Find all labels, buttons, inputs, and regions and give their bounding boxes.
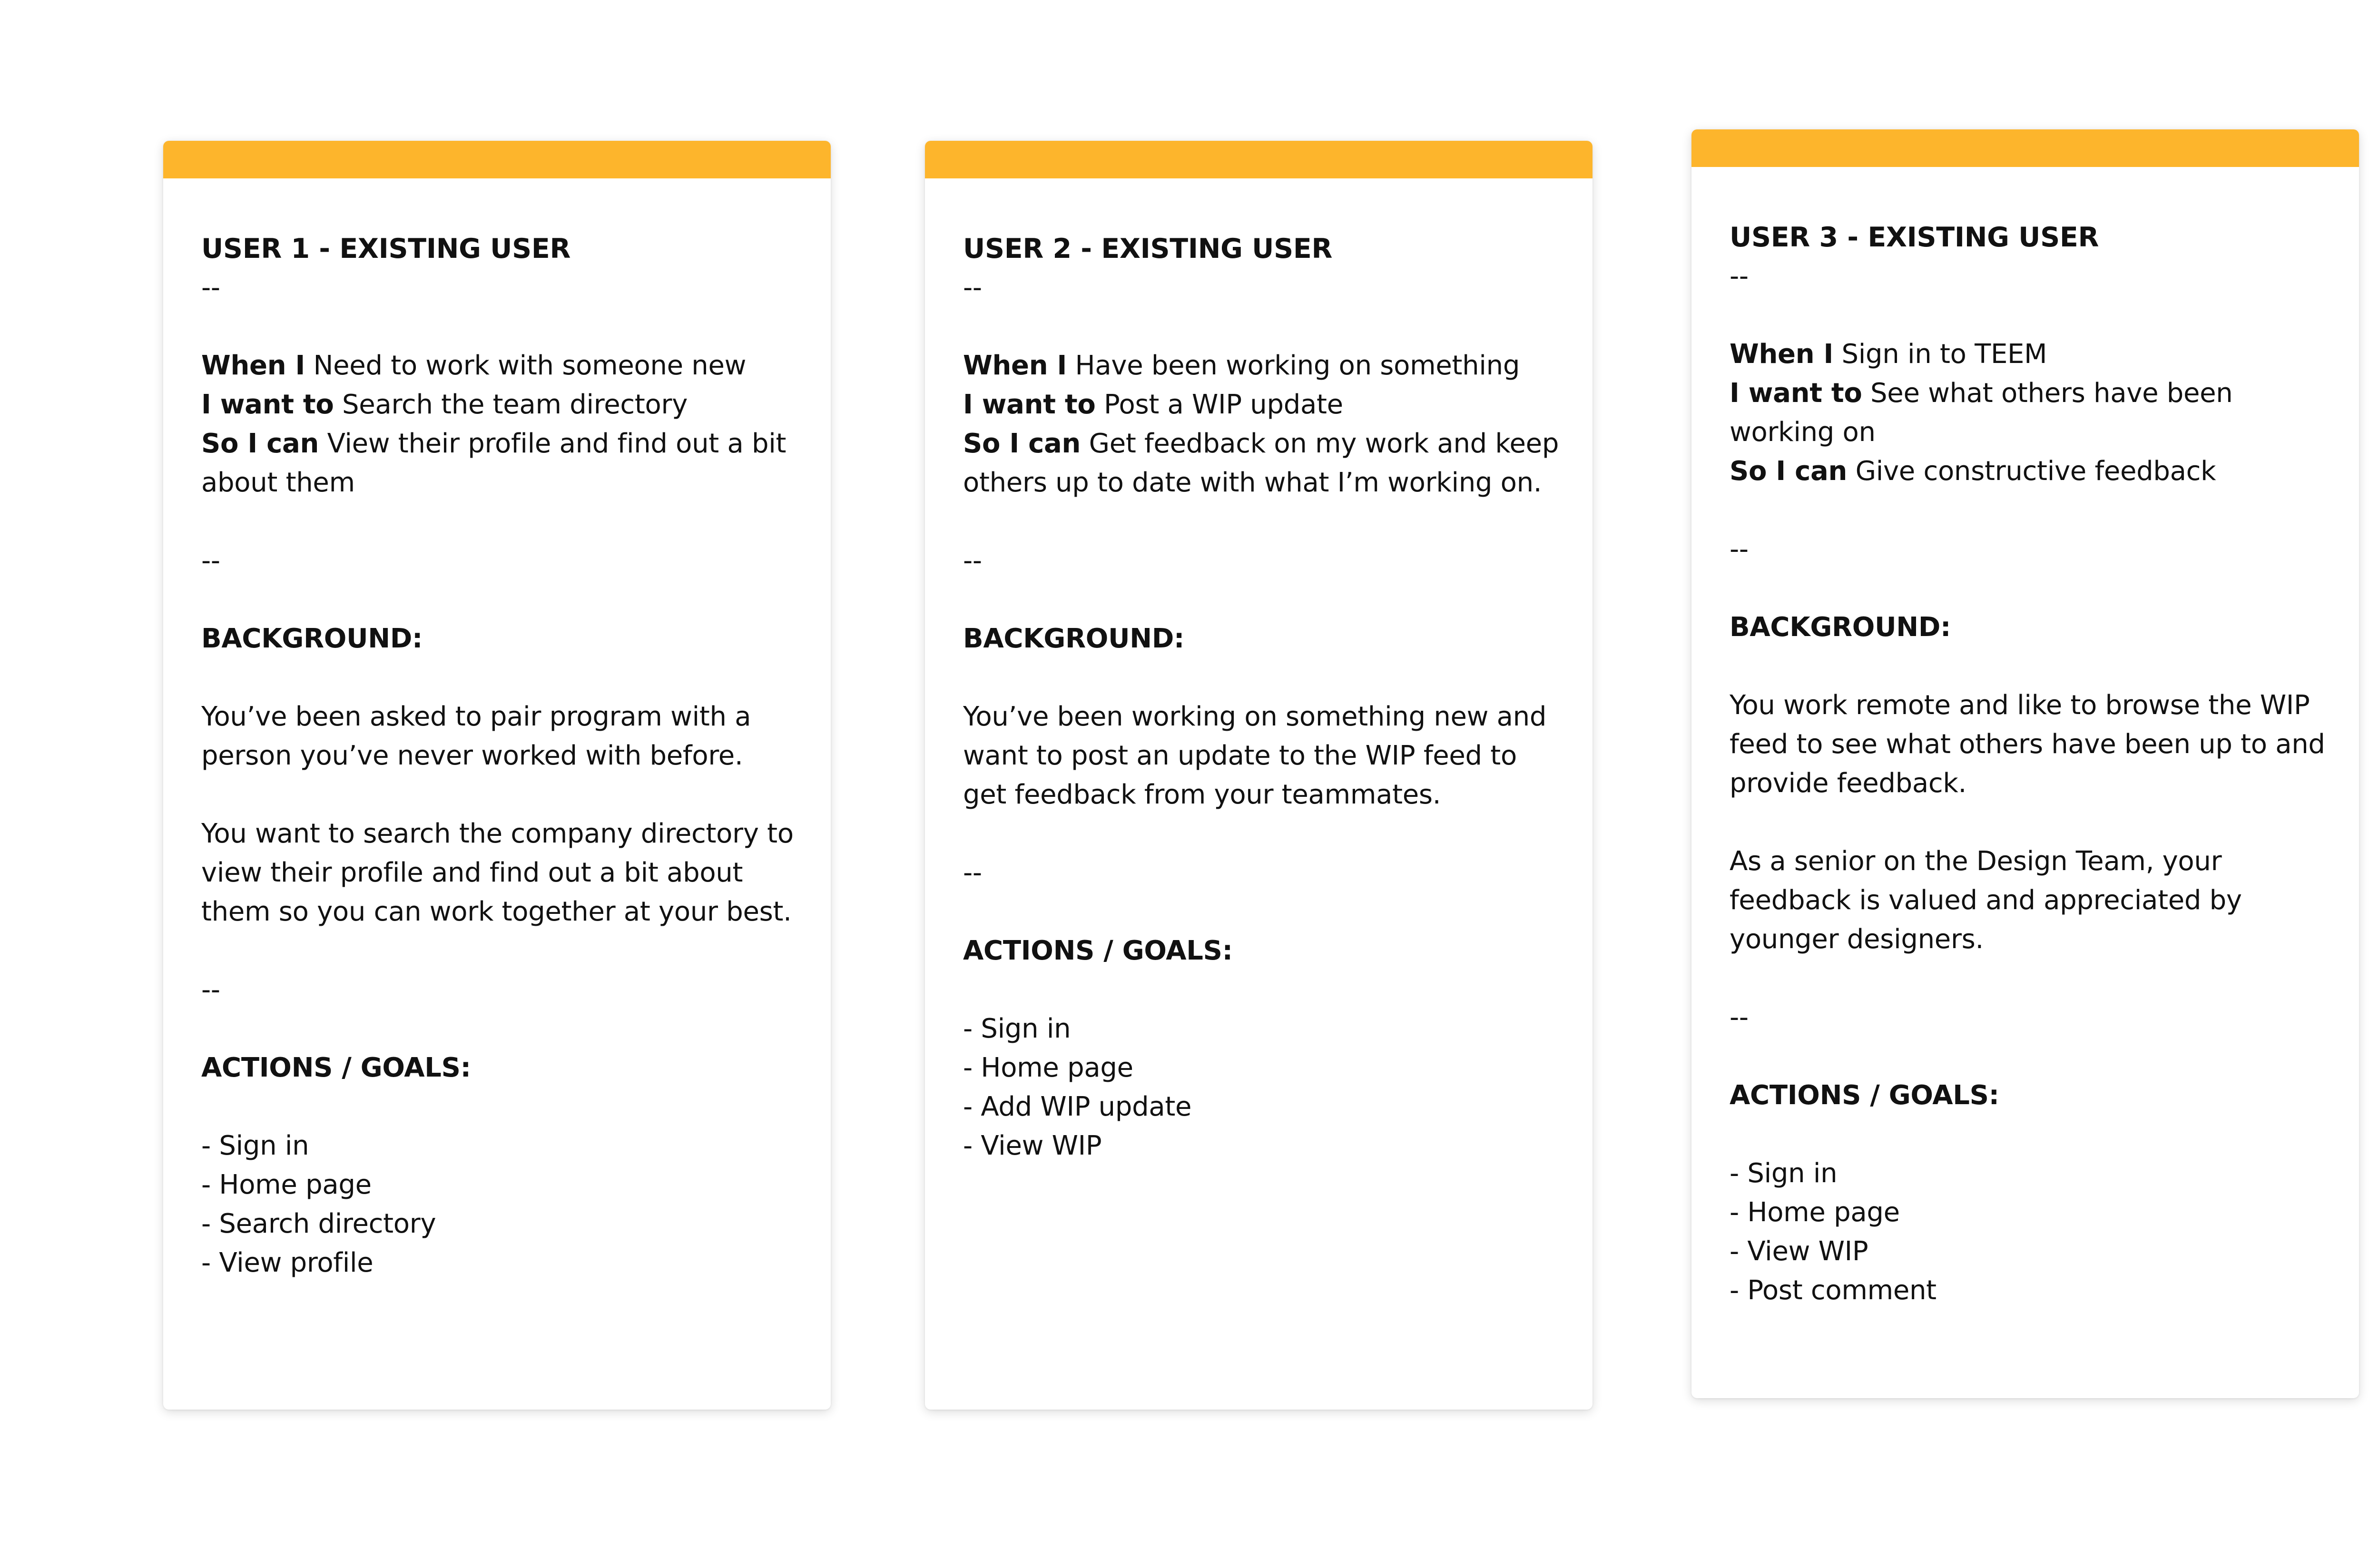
actions-heading: ACTIONS / GOALS: bbox=[963, 935, 1233, 966]
separator: -- bbox=[963, 545, 982, 576]
paragraph-line: You’ve been working on something new and bbox=[963, 701, 1547, 732]
story-when bbox=[963, 346, 1554, 385]
story-want bbox=[963, 385, 1554, 424]
story-when-label: When I bbox=[963, 350, 1067, 381]
paragraph-line: person you’ve never worked with before. bbox=[201, 740, 743, 771]
paragraph-line: provide feedback. bbox=[1730, 768, 1967, 799]
story-want-text: Post a WIP update bbox=[1104, 389, 1343, 420]
paragraph-line: younger designers. bbox=[1730, 924, 1984, 955]
separator: -- bbox=[963, 272, 982, 303]
background-paragraph bbox=[1730, 842, 2321, 959]
user-story-card-2 bbox=[925, 141, 1593, 1410]
background-heading: BACKGROUND: bbox=[1730, 612, 1951, 643]
action-item: - View profile bbox=[201, 1247, 374, 1278]
background-heading: BACKGROUND: bbox=[201, 623, 423, 654]
story-when-text: Need to work with someone new bbox=[313, 350, 747, 381]
paragraph-line: want to post an update to the WIP feed to bbox=[963, 740, 1517, 771]
story-so-label: So I can bbox=[201, 428, 319, 459]
card-accent-bar bbox=[163, 141, 831, 178]
card-title: USER 3 - EXISTING USER bbox=[1730, 222, 2099, 253]
story-want-text-cont: working on bbox=[1730, 417, 1876, 448]
action-item: - Home page bbox=[1730, 1197, 1900, 1228]
card-title: USER 1 - EXISTING USER bbox=[201, 233, 571, 265]
actions-heading: ACTIONS / GOALS: bbox=[1730, 1080, 1999, 1111]
action-item: - Add WIP update bbox=[963, 1091, 1192, 1122]
story-want-text: Search the team directory bbox=[342, 389, 688, 420]
action-item: - View WIP bbox=[963, 1130, 1102, 1161]
story-when-label: When I bbox=[201, 350, 305, 381]
story-want-text: See what others have been bbox=[1870, 378, 2233, 409]
story-so-text: View their profile and find out a bit bbox=[327, 428, 786, 459]
separator: -- bbox=[201, 974, 220, 1005]
separator: -- bbox=[963, 857, 982, 888]
separator: -- bbox=[1730, 534, 1749, 565]
card-body bbox=[163, 229, 831, 1283]
paragraph-line: feedback is valued and appreciated by bbox=[1730, 885, 2242, 916]
separator: -- bbox=[201, 272, 220, 303]
story-want-label: I want to bbox=[1730, 378, 1862, 409]
story-want-label: I want to bbox=[201, 389, 334, 420]
background-paragraph bbox=[1730, 686, 2325, 803]
story-want-label: I want to bbox=[963, 389, 1096, 420]
paragraph-line: view their profile and find out a bit about bbox=[201, 857, 743, 888]
card-accent-bar bbox=[925, 141, 1593, 178]
story-when-text: Sign in to TEEM bbox=[1841, 339, 2047, 370]
background-paragraph bbox=[201, 697, 793, 775]
card-title: USER 2 - EXISTING USER bbox=[963, 233, 1333, 265]
action-item: - Sign in bbox=[1730, 1158, 1838, 1189]
story-so-text: Give constructive feedback bbox=[1855, 456, 2216, 487]
card-body bbox=[1691, 218, 2359, 1310]
action-item: - Sign in bbox=[201, 1130, 309, 1161]
actions-list bbox=[201, 1127, 793, 1283]
separator: -- bbox=[1730, 261, 1749, 292]
story-so-label: So I can bbox=[1730, 456, 1848, 487]
actions-list bbox=[1730, 1154, 2321, 1310]
paragraph-line: You want to search the company directory to bbox=[201, 818, 794, 849]
story-so-text-cont: others up to date with what I’m working on. bbox=[963, 467, 1542, 498]
user-story-card-1 bbox=[163, 141, 831, 1410]
story-so-text-cont: about them bbox=[201, 467, 355, 498]
actions-heading: ACTIONS / GOALS: bbox=[201, 1052, 471, 1083]
story-so-label: So I can bbox=[963, 428, 1081, 459]
story-when-text: Have been working on something bbox=[1075, 350, 1520, 381]
action-item: - View WIP bbox=[1730, 1236, 1868, 1267]
story-when bbox=[201, 346, 793, 385]
separator: -- bbox=[201, 545, 220, 576]
action-item: - Search directory bbox=[201, 1208, 436, 1239]
user-story-card-3 bbox=[1691, 129, 2359, 1398]
separator: -- bbox=[1730, 1002, 1749, 1033]
paragraph-line: feed to see what others have been up to and bbox=[1730, 729, 2325, 760]
story-so bbox=[963, 424, 1559, 463]
card-body bbox=[925, 229, 1593, 1166]
paragraph-line: You’ve been asked to pair program with a bbox=[201, 701, 751, 732]
background-heading: BACKGROUND: bbox=[963, 623, 1185, 654]
paragraph-line: As a senior on the Design Team, your bbox=[1730, 846, 2222, 877]
story-want bbox=[201, 385, 793, 424]
action-item: - Home page bbox=[201, 1169, 372, 1200]
story-when bbox=[1730, 335, 2321, 374]
story-so bbox=[201, 424, 793, 463]
card-accent-bar bbox=[1691, 129, 2359, 167]
background-paragraph bbox=[201, 814, 793, 931]
story-when-label: When I bbox=[1730, 339, 1834, 370]
paragraph-line: You work remote and like to browse the WIP bbox=[1730, 690, 2310, 721]
paragraph-line: get feedback from your teammates. bbox=[963, 779, 1441, 810]
story-want bbox=[1730, 374, 2321, 413]
story-so-text: Get feedback on my work and keep bbox=[1089, 428, 1559, 459]
action-item: - Sign in bbox=[963, 1013, 1071, 1044]
action-item: - Home page bbox=[963, 1052, 1133, 1083]
paragraph-line: them so you can work together at your best. bbox=[201, 896, 792, 927]
story-so bbox=[1730, 452, 2321, 491]
actions-list bbox=[963, 1009, 1554, 1166]
background-paragraph bbox=[963, 697, 1554, 814]
action-item: - Post comment bbox=[1730, 1275, 1937, 1306]
